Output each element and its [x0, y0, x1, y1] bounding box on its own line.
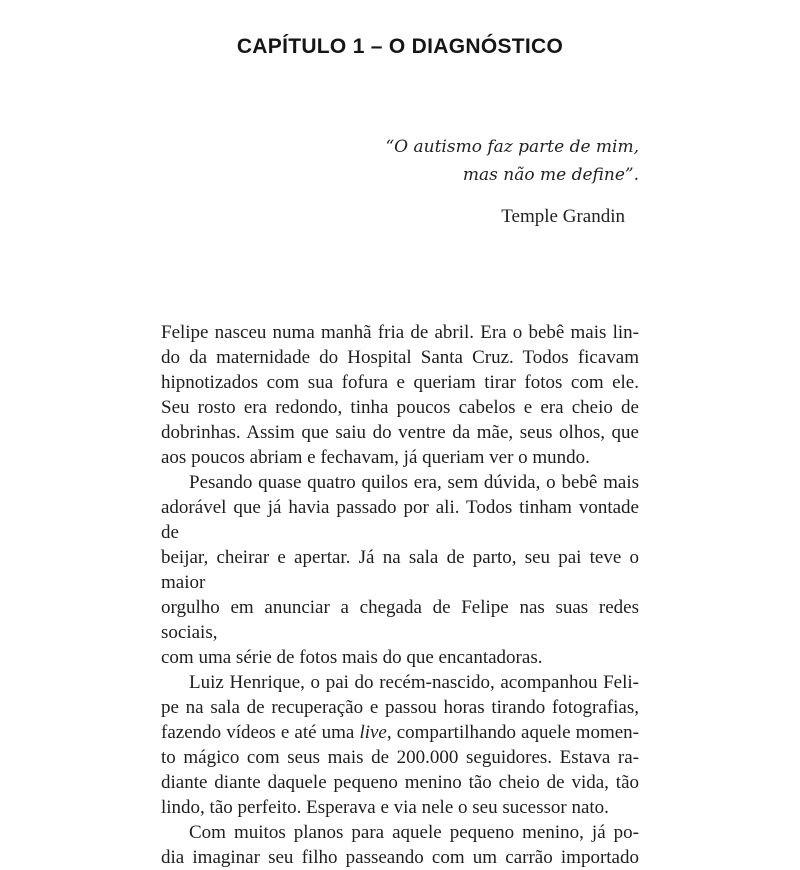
- body-line: lindo, tão perfeito. Esperava e via nele o seu sucessor nato.: [161, 797, 609, 818]
- epigraph-line: mas não me define”.: [462, 165, 639, 185]
- paragraph: [161, 320, 639, 470]
- body-line: to mágico com seus mais de 200.000 seguidores. Estava ra-: [161, 747, 639, 768]
- paragraph: [161, 670, 639, 820]
- body-line: dia imaginar seu filho passeando com um carrão importado: [161, 847, 639, 868]
- body-line: hipnotizados com sua fofura e queriam tirar fotos com ele.: [161, 372, 639, 393]
- epigraph-line: “O autismo faz parte de mim,: [385, 137, 639, 157]
- body-line: aos poucos abriam e fechavam, já queriam ver o mundo.: [161, 447, 590, 468]
- body-line: adorável que já havia passado por ali. Todos tinham vontade de: [161, 497, 639, 543]
- body-line: Seu rosto era redondo, tinha poucos cabelos e era cheio de: [161, 397, 639, 418]
- epigraph-attribution: Temple Grandin: [501, 206, 625, 227]
- body-line: orgulho em anunciar a chegada de Felipe nas suas redes sociais,: [161, 597, 639, 643]
- body-line: Pesando quase quatro quilos era, sem dúvida, o bebê mais: [189, 472, 639, 493]
- body-line: Com muitos planos para aquele pequeno menino, já po-: [189, 822, 639, 843]
- body-line: fazendo vídeos e até uma live, compartilhando aquele momen-: [161, 722, 640, 743]
- paragraph: [161, 820, 639, 870]
- body-line: pe na sala de recuperação e passou horas tirando fotografias,: [161, 697, 639, 718]
- body-line: do da maternidade do Hospital Santa Cruz. Todos ficavam: [161, 347, 639, 368]
- body-line: Luiz Henrique, o pai do recém-nascido, acompanhou Feli-: [189, 672, 639, 693]
- chapter-title: CAPÍTULO 1 – O DIAGNÓSTICO: [236, 35, 564, 58]
- paragraph: [161, 470, 639, 670]
- body-line: Felipe nasceu numa manhã fria de abril. Era o bebê mais lin-: [161, 322, 639, 343]
- text-column: [161, 0, 639, 870]
- body-line: diante diante daquele pequeno menino tão cheio de vida, tão: [161, 772, 639, 793]
- body-line: beijar, cheirar e apertar. Já na sala de parto, seu pai teve o maior: [161, 547, 639, 593]
- body-line: dobrinhas. Assim que saiu do ventre da mãe, seus olhos, que: [161, 422, 639, 443]
- body-text: [161, 320, 639, 870]
- epigraph-quote: [161, 133, 639, 228]
- body-line: com uma série de fotos mais do que encantadoras.: [161, 647, 543, 668]
